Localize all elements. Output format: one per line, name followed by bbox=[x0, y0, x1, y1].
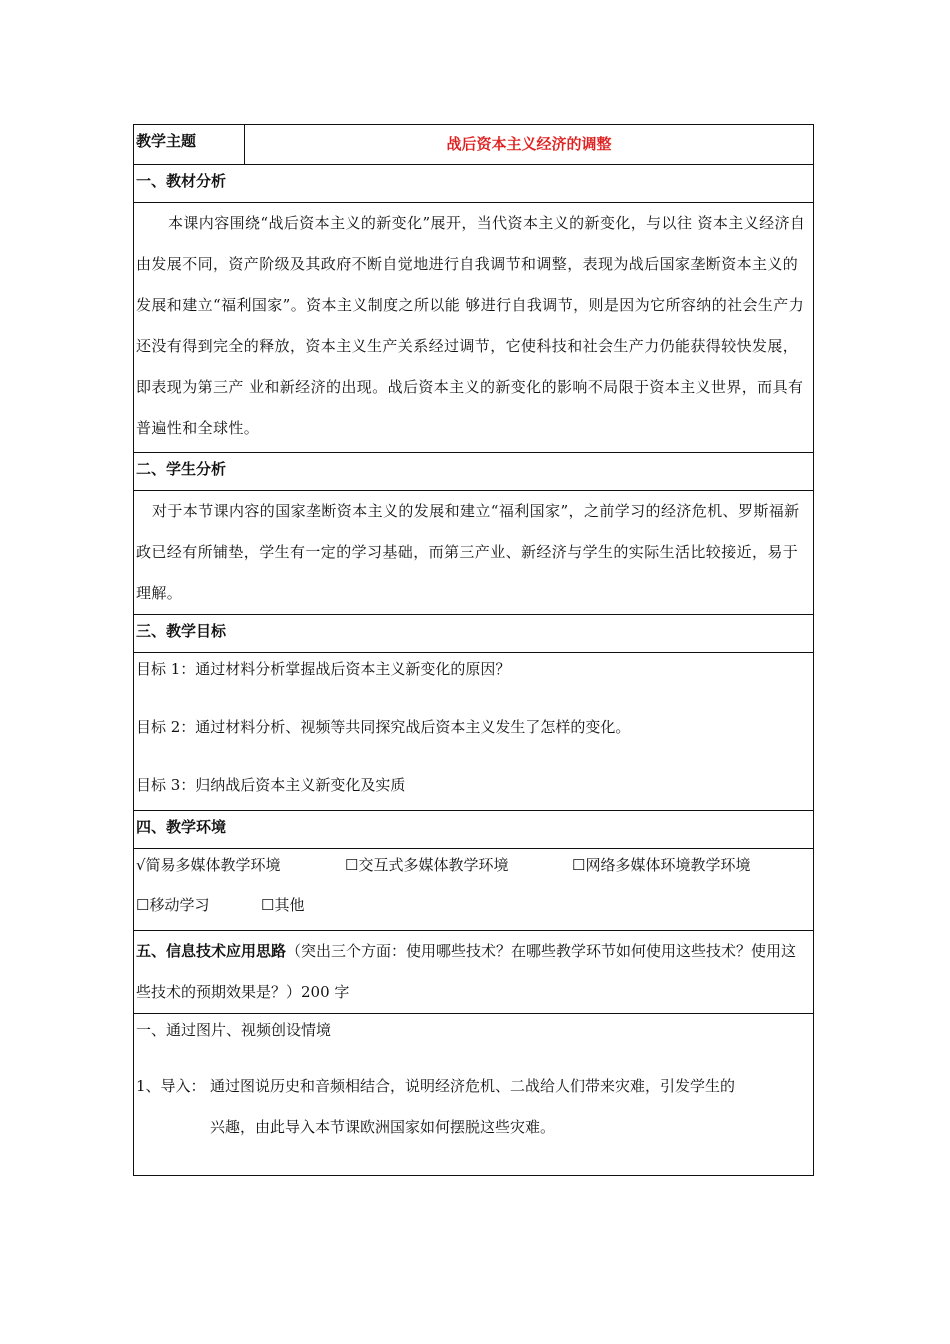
student-analysis-cell bbox=[134, 491, 814, 615]
lesson-plan-table bbox=[133, 124, 814, 1176]
goal-item: 目标 2：通过材料分析、视频等共同探究战后资本主义发生了怎样的变化。 bbox=[136, 718, 631, 736]
intro-text-line2: 兴趣，由此导入本节课欧洲国家如何摆脱这些灾难。 bbox=[210, 1118, 556, 1136]
it-application-header-cell bbox=[134, 931, 814, 1014]
it-application-note: （突出三个方面：使用哪些技术？在哪些教学环节如何使用这些技术？使用这些技术的预期效果是？）200 字 bbox=[136, 942, 797, 1001]
scenario-line: 一、通过图片、视频创设情境 bbox=[136, 1021, 332, 1039]
it-application-content-cell bbox=[134, 1014, 814, 1176]
env-option-interactive-multimedia: ☐交互式多媒体教学环境 bbox=[345, 856, 509, 874]
section-heading-student-analysis: 二、学生分析 bbox=[134, 453, 814, 491]
intro-label: 1、导入： bbox=[136, 1077, 206, 1095]
env-option-other: ☐其他 bbox=[261, 896, 305, 914]
intro-item bbox=[136, 1076, 811, 1096]
section-heading-it-application: 五、信息技术应用思路 bbox=[136, 942, 287, 960]
env-option-mobile-learning: ☐移动学习 bbox=[136, 896, 210, 914]
env-option-network-multimedia: ☐网络多媒体环境教学环境 bbox=[572, 856, 751, 874]
goal-item: 目标 3：归纳战后资本主义新变化及实质 bbox=[136, 776, 406, 794]
textbook-analysis-text: 本课内容围绕“战后资本主义的新变化”展开，当代资本主义的新变化，与以往 资本主义经济自由发展不同，资产阶级及其政府不断自觉地进行自我调节和调整，表现为战后国家垄断资本主义的发展和建立“福利国家”。资本主义制度之所以能 够进行自我调节，则是因为它所容纳的社会生产力还没有得到完全的释放，资本主义生产关系经过调节，它使科技和社会生产力仍能获得较快发展，即表现为第三产 业和新经济的出现。战后资本主义的新变化的影响不局限于资本主义世界，而具有普遍性和全球性。 bbox=[136, 214, 806, 437]
intro-text-line1: 通过图说历史和音频相结合，说明经济危机、二战给人们带来灾难，引发学生的 bbox=[210, 1077, 736, 1095]
topic-label: 教学主题 bbox=[134, 125, 245, 165]
lesson-plan-document bbox=[133, 124, 813, 1176]
section-heading-teaching-goals: 三、教学目标 bbox=[134, 615, 814, 653]
goal-item: 目标 1：通过材料分析掌握战后资本主义新变化的原因？ bbox=[136, 660, 511, 678]
page-title: 战后资本主义经济的调整 bbox=[245, 125, 814, 165]
student-analysis-text: 对于本节课内容的国家垄断资本主义的发展和建立“福利国家”，之前学习的经济危机、罗斯福新政已经有所铺垫，学生有一定的学习基础，而第三产业、新经济与学生的实际生活比较接近，易于理解。 bbox=[136, 502, 800, 602]
env-option-simple-multimedia: √简易多媒体教学环境 bbox=[136, 856, 281, 874]
section-heading-textbook-analysis: 一、教材分析 bbox=[134, 165, 814, 203]
section-heading-teaching-environment: 四、教学环境 bbox=[134, 811, 814, 849]
textbook-analysis-cell bbox=[134, 203, 814, 453]
teaching-goals-cell bbox=[134, 653, 814, 811]
teaching-environment-cell bbox=[134, 849, 814, 931]
